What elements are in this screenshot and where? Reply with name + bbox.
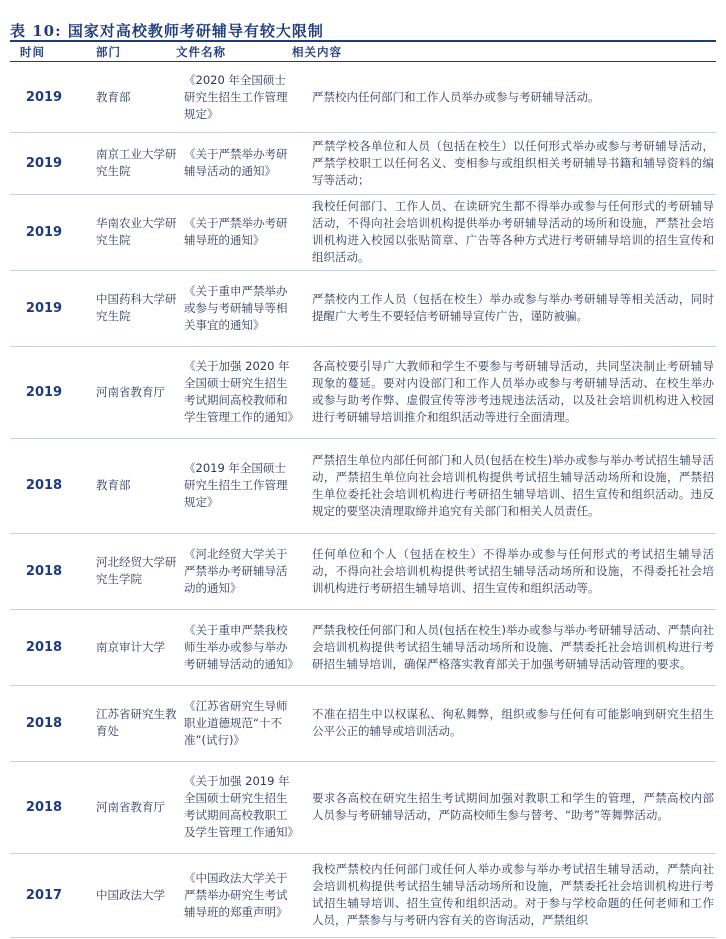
- file-name-cell: 《关于重申严禁我校师生举办或参与举办考研辅导活动的通知》: [184, 609, 302, 685]
- table-row: [10, 194, 716, 270]
- table-title: 表 10: 国家对高校教师考研辅导有较大限制: [10, 22, 324, 40]
- content-cell: 任何单位和个人（包括在校生）不得举办或参与任何形式的考试招生辅导活动，不得向社会培训机构提供考试招生辅导活动场所和设施，不得委托社会培训机构进行考研招生辅导培训、招生宣传和组织活动等。: [302, 533, 716, 609]
- table-row: [10, 853, 716, 937]
- year-cell: 2019: [10, 270, 78, 346]
- table-row: [10, 132, 716, 194]
- table-row: [10, 761, 716, 853]
- header-department: 部门: [96, 45, 121, 59]
- file-name-cell: 《关于重申严禁举办或参与考研辅导等相关事宜的通知》: [184, 270, 302, 346]
- content-cell: 严禁校内工作人员（包括在校生）举办或参与举办考研辅导等相关活动，同时提醒广大考生不要轻信考研辅导宣传广告，谨防被骗。: [302, 270, 716, 346]
- department-cell: 华南农业大学研究生院: [78, 194, 184, 270]
- department-cell: 教育部: [78, 438, 184, 533]
- content-cell: 我校严禁校内任何部门或任何人举办或参与举办考试招生辅导活动，严禁向社会培训机构提供考试招生辅导活动场所和设施，严禁委托社会培训机构进行考试招生辅导培训、招生宣传和组织活动。对于参与学校命题的任何老师和工作人员，严禁参与与考研内容有关的咨询活动，严禁组织: [302, 853, 716, 937]
- table-header: [10, 42, 716, 61]
- content-cell: 各高校要引导广大教师和学生不要参与考研辅导活动，共同坚决制止考研辅导现象的蔓延。要对内设部门和工作人员举办或参与考研辅导活动、在校生举办或参与助考作弊、虚假宣传等涉考违规违法活动，以及社会培训机构进入校园进行考研辅导培训推介和组织活动等进行全面清理。: [302, 346, 716, 438]
- year-cell: 2018: [10, 609, 78, 685]
- year-cell: 2019: [10, 194, 78, 270]
- department-cell: 南京工业大学研究生院: [78, 132, 184, 194]
- header-file-name: 文件名称: [176, 45, 226, 59]
- department-cell: 南京审计大学: [78, 609, 184, 685]
- year-cell: 2018: [10, 685, 78, 761]
- policy-table: [10, 64, 716, 938]
- header-time: 时间: [20, 45, 45, 59]
- content-cell: 不准在招生中以权谋私、徇私舞弊，组织或参与任何有可能影响到研究生招生公平公正的辅导或培训活动。: [302, 685, 716, 761]
- header-content: 相关内容: [292, 45, 342, 59]
- table-row: [10, 346, 716, 438]
- header-rule: [10, 61, 716, 62]
- department-cell: 河南省教育厅: [78, 761, 184, 853]
- department-cell: 中国药科大学研究生院: [78, 270, 184, 346]
- file-name-cell: 《中国政法大学关于严禁举办研究生考试辅导班的郑重声明》: [184, 853, 302, 937]
- file-name-cell: 《2020 年全国硕士研究生招生工作管理规定》: [184, 64, 302, 132]
- content-cell: 严禁招生单位内部任何部门和人员(包括在校生)举办或参与举办考试招生辅导活动，严禁招生单位向社会培训机构提供考试招生辅导活动场所和设施，严禁招生单位委托社会培训机构进行考研招生辅导培训、招生宣传和组织活动。违反规定的要坚决清理取缔并追究有关部门和相关人员责任。: [302, 438, 716, 533]
- year-cell: 2019: [10, 132, 78, 194]
- file-name-cell: 《江苏省研究生导师职业道德规范“十不准”(试行)》: [184, 685, 302, 761]
- file-name-cell: 《河北经贸大学关于严禁举办考研辅导活动的通知》: [184, 533, 302, 609]
- content-cell: 严禁我校任何部门和人员(包括在校生)举办或参与举办考研辅导活动、严禁向社会培训机构提供考试招生辅导活动场所和设施、严禁委托社会培训机构进行考研招生辅导培训，确保严格落实教育部关于加强考研辅导活动管理的要求。: [302, 609, 716, 685]
- table-row: [10, 270, 716, 346]
- department-cell: 河北经贸大学研究生学院: [78, 533, 184, 609]
- year-cell: 2018: [10, 438, 78, 533]
- content-cell: 我校任何部门、工作人员、在读研究生都不得举办或参与任何形式的考研辅导活动，不得向社会培训机构提供举办考研辅导活动的场所和设施，严禁社会培训机构进入校园以张贴简章、广告等各种方式进行考研辅导培训的招生宣传和组织活动。: [302, 194, 716, 270]
- table-row: [10, 685, 716, 761]
- table-row: [10, 609, 716, 685]
- table-row: [10, 533, 716, 609]
- file-name-cell: 《2019 年全国硕士研究生招生工作管理规定》: [184, 438, 302, 533]
- content-cell: 严禁校内任何部门和工作人员举办或参与考研辅导活动。: [302, 64, 716, 132]
- year-cell: 2019: [10, 346, 78, 438]
- department-cell: 中国政法大学: [78, 853, 184, 937]
- year-cell: 2019: [10, 64, 78, 132]
- department-cell: 河南省教育厅: [78, 346, 184, 438]
- table-row: [10, 438, 716, 533]
- file-name-cell: 《关于严禁举办考研辅导活动的通知》: [184, 132, 302, 194]
- year-cell: 2018: [10, 533, 78, 609]
- department-cell: 教育部: [78, 64, 184, 132]
- file-name-cell: 《关于严禁举办考研辅导班的通知》: [184, 194, 302, 270]
- department-cell: 江苏省研究生教育处: [78, 685, 184, 761]
- year-cell: 2017: [10, 853, 78, 937]
- content-cell: 要求各高校在研究生招生考试期间加强对教职工和学生的管理，严禁高校内部人员参与考研辅导活动，严防高校师生参与替考、“助考”等舞弊活动。: [302, 761, 716, 853]
- file-name-cell: 《关于加强 2019 年全国硕士研究生招生考试期间高校教职工及学生管理工作通知》: [184, 761, 302, 853]
- table-row: [10, 64, 716, 132]
- file-name-cell: 《关于加强 2020 年全国硕士研究生招生考试期间高校教师和学生管理工作的通知》: [184, 346, 302, 438]
- year-cell: 2018: [10, 761, 78, 853]
- content-cell: 严禁学校各单位和人员（包括在校生）以任何形式举办或参与考研辅导活动，严禁学校职工以任何名义、变相参与或组织相关考研辅导书籍和辅导资料的编写等活动；: [302, 132, 716, 194]
